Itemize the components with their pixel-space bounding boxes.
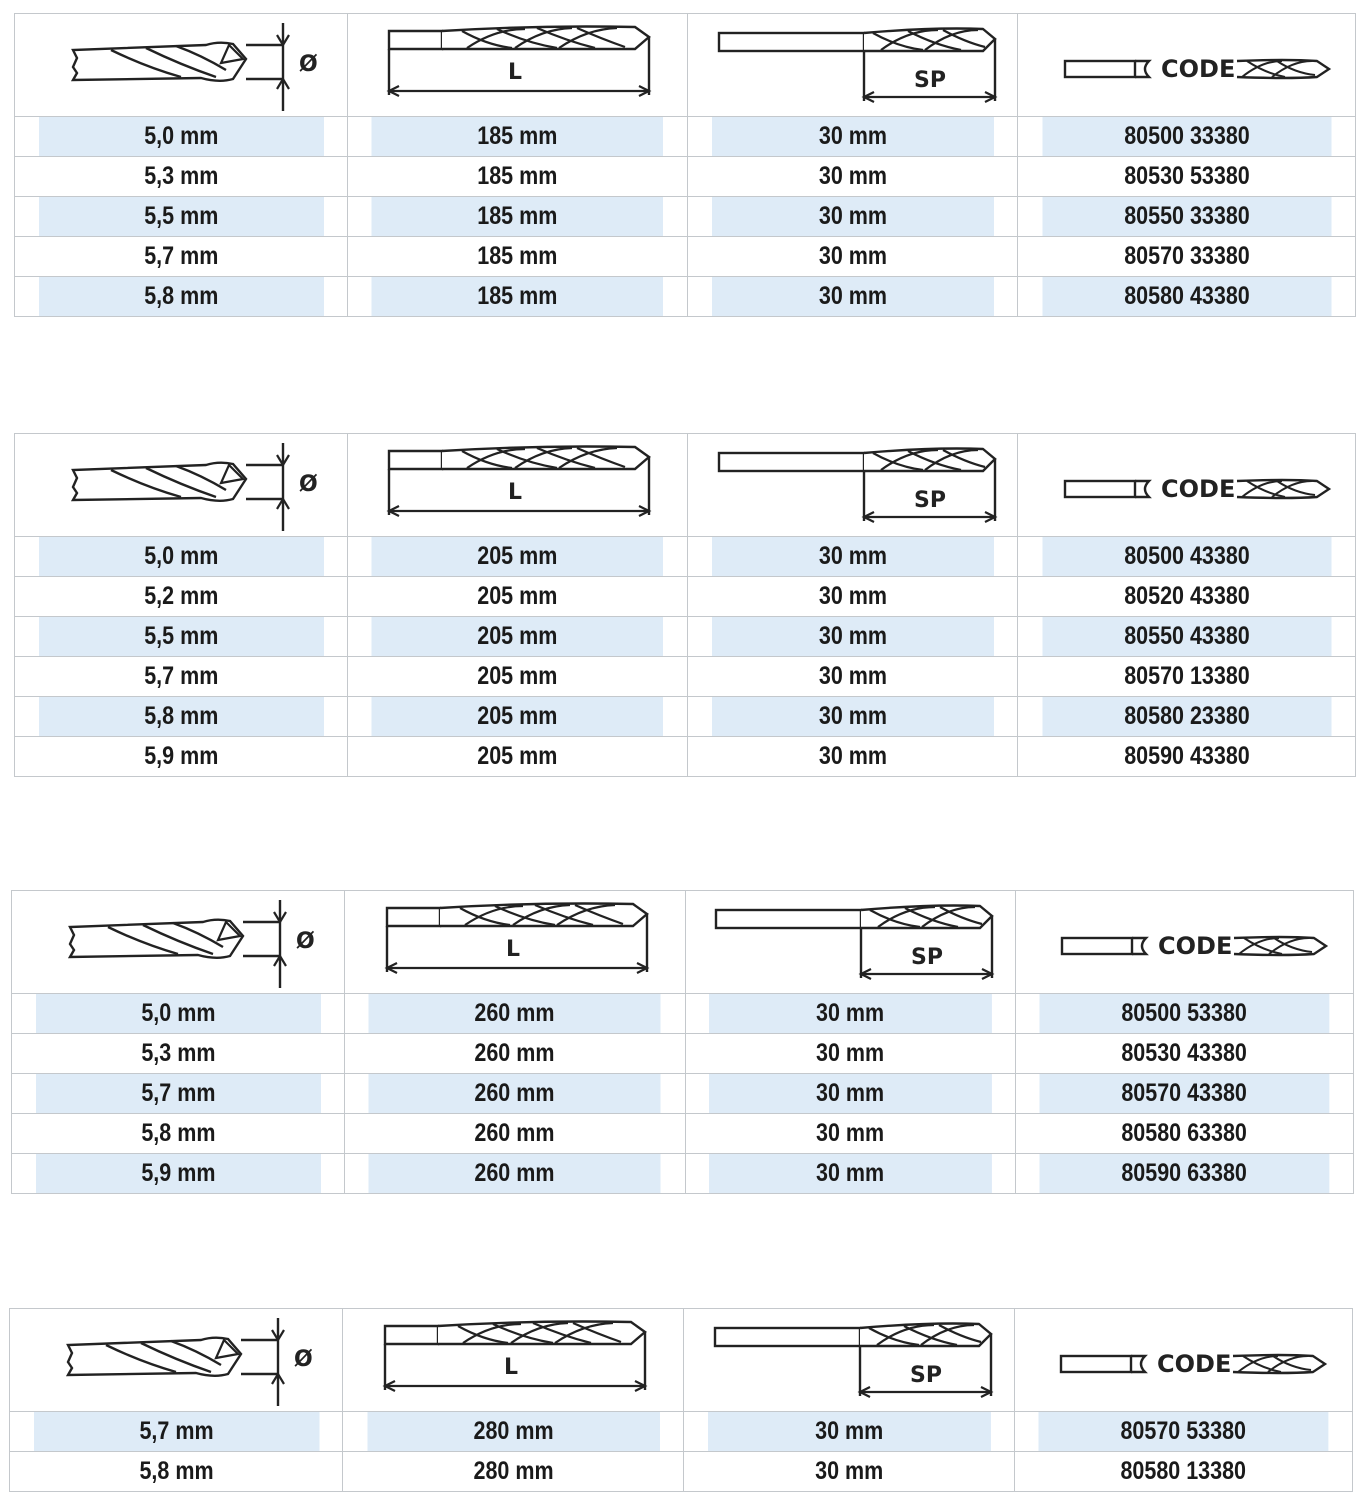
header-cell-flute: [685, 891, 1015, 994]
header-cell-flute: [688, 14, 1018, 117]
diameter-value: 5,8 mm: [143, 282, 218, 310]
flute-cell: [711, 737, 995, 777]
drill-bit-flute-length-icon: [699, 1310, 999, 1410]
drill-bit-code-icon: [1037, 435, 1337, 535]
length-cell: [371, 577, 664, 617]
table-row: [15, 617, 1356, 657]
code-value: 80580 63380: [1121, 1119, 1248, 1147]
length-cell: [371, 197, 664, 237]
drill-spec-table-205: [14, 433, 1356, 777]
drill-bit-flute-length-icon: [703, 15, 1003, 115]
length-value: 205 mm: [477, 542, 558, 570]
flute-cell: [707, 1412, 991, 1452]
drill-bit-diameter-icon: [51, 435, 318, 535]
drill-bit-total-length-icon: [363, 1310, 663, 1410]
diameter-value: 5,3 mm: [140, 1039, 215, 1067]
flute-cell: [711, 617, 995, 657]
length-cell: [371, 157, 664, 197]
header-cell-diameter: [10, 1309, 343, 1412]
table-row: [15, 197, 1356, 237]
code-value: 80550 43380: [1123, 622, 1250, 650]
flute-value: 30 mm: [816, 1119, 885, 1147]
diameter-cell: [38, 737, 324, 777]
header-cell-flute: [684, 1309, 1014, 1412]
flute-cell: [711, 117, 995, 157]
diameter-value: 5,5 mm: [143, 202, 218, 230]
length-cell: [371, 697, 664, 737]
code-cell: [1041, 537, 1332, 577]
drill-bit-code-icon: [1034, 892, 1334, 992]
diameter-label: Ø: [298, 472, 318, 497]
table-row: [15, 117, 1356, 157]
code-cell: [1039, 1074, 1330, 1114]
diameter-label: Ø: [294, 1347, 313, 1372]
flute-cell: [711, 537, 995, 577]
code-label: CODE: [1158, 932, 1233, 960]
flute-value: 30 mm: [818, 282, 887, 310]
code-value: 80570 43380: [1121, 1079, 1248, 1107]
table-row: [10, 1412, 1353, 1452]
header-cell-length: [343, 1309, 684, 1412]
length-cell: [366, 1452, 659, 1492]
length-cell: [371, 737, 664, 777]
flute-label: SP: [911, 945, 944, 970]
flute-value: 30 mm: [818, 582, 887, 610]
length-cell: [371, 537, 664, 577]
table-row: [15, 537, 1356, 577]
drill-spec-table-185: [14, 13, 1356, 317]
table-row: [15, 157, 1356, 197]
code-cell: [1041, 237, 1332, 277]
code-cell: [1038, 1452, 1329, 1492]
diameter-value: 5,7 mm: [143, 242, 218, 270]
code-cell: [1039, 1114, 1330, 1154]
length-cell: [371, 237, 664, 277]
code-label: CODE: [1160, 475, 1235, 503]
length-value: 280 mm: [473, 1457, 554, 1485]
diameter-value: 5,8 mm: [143, 702, 218, 730]
diameter-cell: [35, 1034, 321, 1074]
drill-spec-table-260: [11, 890, 1354, 1194]
diameter-cell: [33, 1412, 319, 1452]
header-cell-code: [1014, 1309, 1352, 1412]
flute-value: 30 mm: [818, 702, 887, 730]
diameter-cell: [33, 1452, 319, 1492]
flute-value: 30 mm: [818, 742, 887, 770]
code-value: 80590 43380: [1123, 742, 1250, 770]
table-row: [12, 1154, 1354, 1194]
code-value: 80530 43380: [1121, 1039, 1248, 1067]
flute-value: 30 mm: [818, 622, 887, 650]
drill-bit-diameter-icon: [51, 15, 318, 115]
code-value: 80550 33380: [1123, 202, 1250, 230]
table-row: [10, 1452, 1353, 1492]
diameter-cell: [38, 657, 324, 697]
length-value: 185 mm: [477, 122, 558, 150]
flute-value: 30 mm: [816, 1079, 885, 1107]
flute-value: 30 mm: [818, 122, 887, 150]
flute-cell: [711, 657, 995, 697]
diameter-label: Ø: [295, 929, 315, 954]
length-cell: [368, 994, 661, 1034]
flute-label: SP: [909, 1363, 942, 1388]
diameter-value: 5,2 mm: [143, 582, 218, 610]
length-cell: [368, 1034, 661, 1074]
flute-value: 30 mm: [816, 1159, 885, 1187]
table-row: [12, 1034, 1354, 1074]
diameter-cell: [35, 994, 321, 1034]
header-cell-diameter: [15, 14, 348, 117]
table-row: [15, 237, 1356, 277]
code-cell: [1039, 1154, 1330, 1194]
header-cell-diameter: [12, 891, 345, 994]
diameter-value: 5,7 mm: [138, 1417, 214, 1445]
length-value: 260 mm: [474, 1119, 555, 1147]
code-cell: [1038, 1412, 1329, 1452]
code-value: 80520 43380: [1123, 582, 1250, 610]
diameter-value: 5,7 mm: [140, 1079, 215, 1107]
code-value: 80530 53380: [1123, 162, 1250, 190]
length-cell: [371, 277, 664, 317]
code-cell: [1041, 197, 1332, 237]
code-value: 80570 53380: [1120, 1417, 1247, 1445]
flute-cell: [708, 994, 992, 1034]
header-cell-length: [347, 14, 688, 117]
diameter-label: Ø: [298, 52, 318, 77]
length-cell: [368, 1074, 661, 1114]
code-value: 80500 33380: [1123, 122, 1250, 150]
diameter-cell: [38, 237, 324, 277]
flute-value: 30 mm: [818, 162, 887, 190]
diameter-value: 5,3 mm: [143, 162, 218, 190]
diameter-cell: [35, 1114, 321, 1154]
flute-value: 30 mm: [816, 999, 885, 1027]
flute-cell: [711, 237, 995, 277]
drill-bit-total-length-icon: [367, 435, 667, 535]
code-value: 80570 33380: [1123, 242, 1250, 270]
flute-value: 30 mm: [818, 542, 887, 570]
length-value: 205 mm: [477, 662, 558, 690]
header-cell-flute: [688, 434, 1018, 537]
table-row: [12, 1114, 1354, 1154]
length-value: 185 mm: [477, 282, 558, 310]
flute-value: 30 mm: [818, 662, 887, 690]
diameter-cell: [38, 537, 324, 577]
table-row: [15, 737, 1356, 777]
length-cell: [371, 117, 664, 157]
flute-label: SP: [913, 68, 946, 93]
table-header-row: [15, 14, 1356, 117]
length-value: 280 mm: [473, 1417, 554, 1445]
flute-value: 30 mm: [814, 1457, 883, 1485]
diameter-value: 5,0 mm: [140, 999, 215, 1027]
flute-cell: [708, 1154, 992, 1194]
table-row: [15, 657, 1356, 697]
diameter-cell: [38, 577, 324, 617]
diameter-value: 5,8 mm: [138, 1457, 214, 1485]
length-cell: [368, 1154, 661, 1194]
diameter-value: 5,8 mm: [140, 1119, 215, 1147]
length-cell: [368, 1114, 661, 1154]
flute-value: 30 mm: [814, 1417, 883, 1445]
drill-spec-table-280: [9, 1308, 1353, 1492]
length-label: L: [505, 937, 520, 962]
code-cell: [1041, 617, 1332, 657]
drill-bit-code-icon: [1037, 15, 1337, 115]
code-value: 80580 23380: [1123, 702, 1250, 730]
length-cell: [371, 617, 664, 657]
length-cell: [371, 657, 664, 697]
length-value: 185 mm: [477, 202, 558, 230]
diameter-cell: [35, 1154, 321, 1194]
table-row: [15, 277, 1356, 317]
drill-bit-diameter-icon: [46, 1310, 313, 1410]
table-row: [15, 697, 1356, 737]
length-value: 205 mm: [477, 742, 558, 770]
length-value: 260 mm: [474, 1039, 555, 1067]
header-cell-code: [1018, 434, 1356, 537]
length-label: L: [508, 60, 523, 85]
flute-cell: [711, 577, 995, 617]
flute-value: 30 mm: [816, 1039, 885, 1067]
table-header-row: [15, 434, 1356, 537]
drill-bit-code-icon: [1033, 1310, 1333, 1410]
diameter-cell: [38, 117, 324, 157]
diameter-value: 5,7 mm: [143, 662, 218, 690]
length-value: 185 mm: [477, 242, 558, 270]
length-value: 260 mm: [474, 999, 555, 1027]
diameter-cell: [38, 277, 324, 317]
header-cell-code: [1015, 891, 1353, 994]
drill-bit-total-length-icon: [365, 892, 665, 992]
code-value: 80580 13380: [1120, 1457, 1247, 1485]
length-label: L: [508, 480, 523, 505]
header-cell-diameter: [15, 434, 348, 537]
diameter-cell: [38, 697, 324, 737]
length-value: 185 mm: [477, 162, 558, 190]
length-value: 205 mm: [477, 702, 558, 730]
diameter-cell: [38, 617, 324, 657]
diameter-cell: [38, 197, 324, 237]
drill-bit-flute-length-icon: [703, 435, 1003, 535]
header-cell-length: [344, 891, 685, 994]
code-value: 80580 43380: [1123, 282, 1250, 310]
header-cell-length: [347, 434, 688, 537]
code-value: 80500 53380: [1121, 999, 1248, 1027]
code-cell: [1041, 157, 1332, 197]
code-cell: [1041, 737, 1332, 777]
diameter-value: 5,9 mm: [143, 742, 218, 770]
table-row: [12, 1074, 1354, 1114]
flute-cell: [711, 157, 995, 197]
header-cell-code: [1018, 14, 1356, 117]
flute-cell: [708, 1074, 992, 1114]
diameter-value: 5,9 mm: [140, 1159, 215, 1187]
code-cell: [1041, 117, 1332, 157]
flute-label: SP: [913, 488, 946, 513]
diameter-value: 5,5 mm: [143, 622, 218, 650]
length-value: 205 mm: [477, 622, 558, 650]
length-label: L: [504, 1355, 519, 1380]
drill-bit-diameter-icon: [48, 892, 315, 992]
diameter-value: 5,0 mm: [143, 122, 218, 150]
length-value: 260 mm: [474, 1159, 555, 1187]
flute-cell: [711, 277, 995, 317]
flute-cell: [708, 1114, 992, 1154]
drill-bit-flute-length-icon: [700, 892, 1000, 992]
diameter-value: 5,0 mm: [143, 542, 218, 570]
table-header-row: [10, 1309, 1353, 1412]
code-label: CODE: [1157, 1350, 1232, 1378]
code-value: 80500 43380: [1123, 542, 1250, 570]
drill-bit-total-length-icon: [367, 15, 667, 115]
length-value: 205 mm: [477, 582, 558, 610]
length-cell: [366, 1412, 659, 1452]
code-value: 80590 63380: [1121, 1159, 1248, 1187]
table-header-row: [12, 891, 1354, 994]
flute-cell: [711, 697, 995, 737]
code-cell: [1039, 1034, 1330, 1074]
code-cell: [1039, 994, 1330, 1034]
flute-value: 30 mm: [818, 202, 887, 230]
length-value: 260 mm: [474, 1079, 555, 1107]
flute-value: 30 mm: [818, 242, 887, 270]
diameter-cell: [35, 1074, 321, 1114]
code-cell: [1041, 277, 1332, 317]
code-cell: [1041, 697, 1332, 737]
table-row: [12, 994, 1354, 1034]
code-cell: [1041, 577, 1332, 617]
code-label: CODE: [1160, 55, 1235, 83]
flute-cell: [708, 1034, 992, 1074]
code-cell: [1041, 657, 1332, 697]
flute-cell: [711, 197, 995, 237]
code-value: 80570 13380: [1123, 662, 1250, 690]
flute-cell: [707, 1452, 991, 1492]
diameter-cell: [38, 157, 324, 197]
table-row: [15, 577, 1356, 617]
